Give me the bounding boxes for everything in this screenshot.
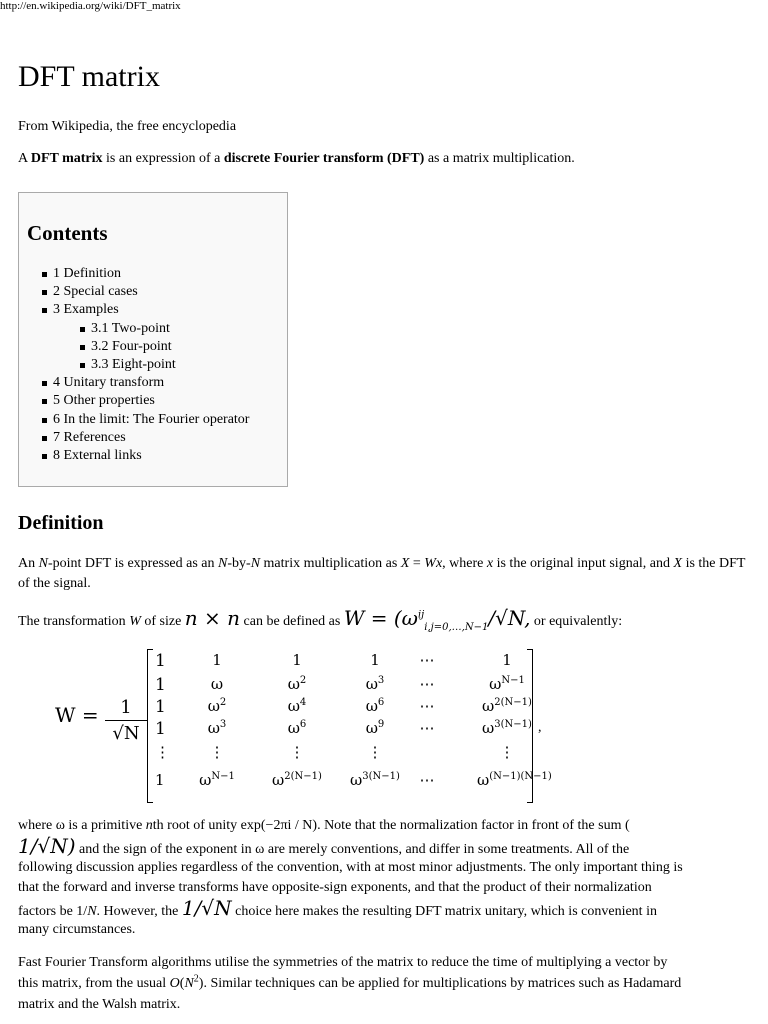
matrix-cell: ⋯ (419, 675, 435, 693)
matrix-cell: 1 (370, 651, 380, 669)
matrix-cell: 1 (155, 719, 166, 739)
transformation-paragraph: The transformation W of size n × n can be defined as $W = (\omega^{ij}_{i,j=0,\dots,N-1}/√N$, or equivalently: (18, 606, 623, 633)
matrix-cell: ⋯ (419, 771, 435, 789)
matrix-lhs: W = (55, 703, 99, 727)
matrix-cell: $\omega^{N-1}$ (199, 771, 235, 789)
matrix-cell: ω (210, 675, 224, 693)
matrix-cell: 1 (292, 651, 302, 669)
intro-text: A (18, 151, 31, 166)
matrix-cell: ⋮ (155, 743, 170, 761)
text-line: matrix and the Walsh matrix. (18, 997, 181, 1012)
intro-bold-term: DFT matrix (30, 151, 103, 166)
matrix-cell: $\omega^6$ (365, 697, 385, 715)
toc-item-other-properties[interactable]: 5 Other properties (53, 392, 249, 410)
left-bracket (147, 649, 153, 803)
intro-bold-link[interactable]: discrete Fourier transform (DFT) (223, 151, 425, 166)
normalization-paragraph (18, 816, 753, 940)
matrix-cell: 1 (155, 697, 166, 717)
matrix-cell: ⋮ (209, 743, 225, 761)
definition-paragraph: An N-point DFT is expressed as an N-by-N matrix multiplication as X = Wx, where x is the original input signal, and X is the DFT of the signal. (18, 556, 746, 591)
matrix-cell: $\omega^9$ (365, 719, 385, 737)
matrix-cell: $\omega^6$ (287, 719, 307, 737)
toc-item-examples[interactable]: 3 Examples (53, 301, 249, 319)
text-line: that the forward and inverse transforms have opposite-sign exponents, and that the product of their normalization (18, 880, 652, 895)
matrix-cell: 1 (212, 651, 222, 669)
intro-text: is an expression of a (102, 151, 224, 166)
toc-item-two-point[interactable]: 3.1 Two-point (53, 320, 249, 338)
text-line: this matrix, from the usual $O(N^2)$. Similar techniques can be applied for multiplications by matrices such as Hadamard (18, 973, 682, 991)
matrix-cell: ⋮ (367, 743, 383, 761)
toc-item-eight-point[interactable]: 3.3 Eight-point (53, 356, 249, 374)
matrix-cell: $\omega^{2(N-1)}$ (272, 771, 322, 789)
matrix-cell: $\omega^{N-1}$ (489, 675, 525, 693)
page-title: DFT matrix (18, 60, 160, 93)
text-line: factors be 1/N. However, the 1/√N choice here makes the resulting DFT matrix unitary, which is convenient in (18, 896, 657, 920)
toc-item-definition[interactable]: 1 Definition (53, 265, 249, 283)
matrix-cell: $\omega^2$ (287, 675, 307, 693)
toc-item-fourier-operator[interactable]: 6 In the limit: The Fourier operator (53, 411, 249, 429)
matrix-cell: $\omega^{3(N-1)}$ (350, 771, 400, 789)
toc-item-special-cases[interactable]: 2 Special cases (53, 283, 249, 301)
matrix-cell: ⋮ (499, 743, 515, 761)
matrix-cell: ⋯ (419, 651, 435, 669)
intro-text: as a matrix multiplication. (424, 151, 575, 166)
matrix-cell: $\omega^{(N-1)(N-1)}$ (477, 771, 552, 789)
dft-matrix-formula (55, 645, 550, 805)
matrix-cell: $\omega^{2(N-1)}$ (482, 697, 532, 715)
normalization-fraction: 1 √N (105, 697, 147, 744)
matrix-cell: $\omega^2$ (207, 697, 227, 715)
page-url[interactable]: http://en.wikipedia.org/wiki/DFT_matrix (0, 0, 181, 12)
section-heading-definition: Definition (18, 512, 104, 534)
matrix-cell: 1 (155, 651, 166, 671)
intro-paragraph (18, 149, 575, 169)
matrix-cell: $\omega^3$ (365, 675, 385, 693)
toc-item-four-point[interactable]: 3.2 Four-point (53, 338, 249, 356)
matrix-cell: $\omega^4$ (287, 697, 307, 715)
fft-paragraph (18, 952, 758, 1015)
text-line: Fast Fourier Transform algorithms utilise the symmetries of the matrix to reduce the time of multiplying a vector by (18, 955, 668, 970)
text-line: many circumstances. (18, 922, 136, 937)
toc-item-references[interactable]: 7 References (53, 429, 249, 447)
toc-list (53, 265, 249, 465)
matrix-cell: $\omega^3$ (207, 719, 227, 737)
text-line: where ω is a primitive nth root of unity exp(−2πi / N). Note that the normalization factor in front of the sum ( (18, 818, 630, 833)
matrix-cell: 1 (155, 675, 166, 695)
matrix-cell: $\omega^{3(N-1)}$ (482, 719, 532, 737)
matrix-cell: 1 (155, 771, 165, 789)
matrix-cell: ⋯ (419, 719, 435, 737)
formula-w: $W = (\omega^{ij}_{i,j=0,\dots,N-1}/√N$, (343, 606, 531, 633)
matrix-cell: ⋯ (419, 697, 435, 715)
text-line: following discussion applies regardless of the convention, with at most minor adjustments. The only important thing is (18, 860, 683, 875)
matrix-cell: 1 (502, 651, 512, 669)
tagline: From Wikipedia, the free encyclopedia (18, 119, 237, 134)
text-line: 1/√N) and the sign of the exponent in ω are merely conventions, and differ in some treatments. All of the (18, 834, 630, 858)
matrix-comma: , (538, 720, 542, 735)
toc-title: Contents (27, 221, 108, 245)
toc-item-unitary-transform[interactable]: 4 Unitary transform (53, 374, 249, 392)
table-of-contents (18, 192, 288, 487)
matrix-cell: ⋮ (289, 743, 305, 761)
toc-item-external-links[interactable]: 8 External links (53, 447, 249, 465)
